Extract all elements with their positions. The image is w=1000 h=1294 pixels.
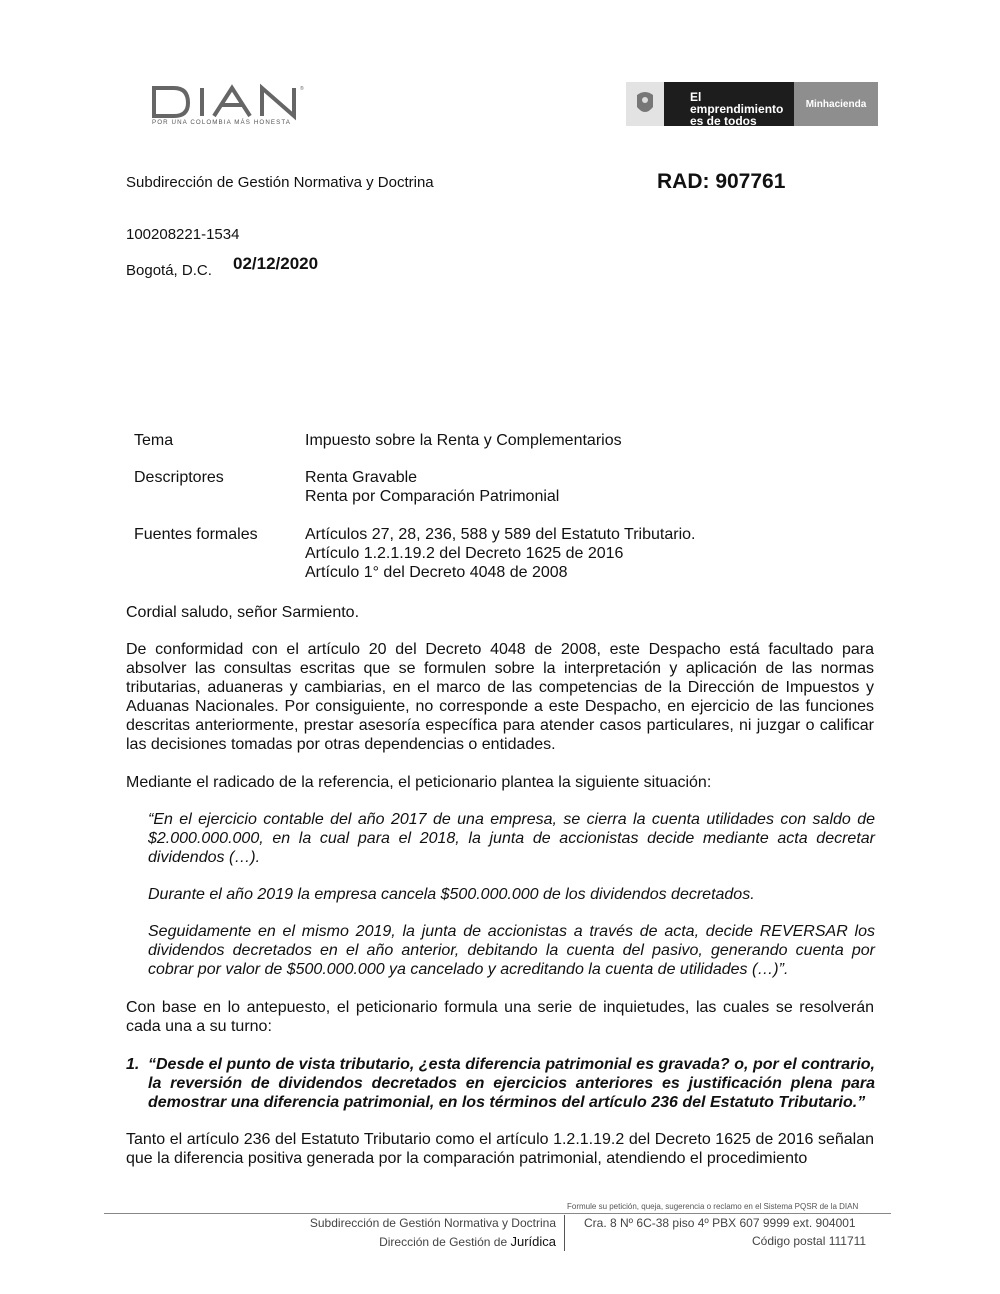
footer-divider [104,1213,891,1214]
subdirection-title: Subdirección de Gestión Normativa y Doctrina [126,174,434,191]
descriptores-values [305,468,559,506]
tema-label: Tema [134,432,174,449]
radicado-number: 100208221-1534 [126,226,240,243]
dian-tagline: POR UNA COLOMBIA MÁS HONESTA [152,119,291,126]
paragraph: Tanto el artículo 236 del Estatuto Tributario como el artículo 1.2.1.19.2 del Decreto 1625 de 2016 señalan que la diferencia positiva generada por la comparación patrimonial, atendiendo el procedimiento [126,1131,874,1167]
paragraph: Mediante el radicado de la referencia, el peticionario plantea la siguiente situación: [126,774,712,791]
descriptor-item: Renta Gravable [305,469,418,486]
ministry-logo [626,82,878,126]
fuentes-values [305,525,695,582]
fuentes-label: Fuentes formales [134,526,258,543]
city: Bogotá, D.C. [126,262,212,279]
footer-postal-code: Código postal 111711 [752,1234,867,1248]
ministry-slogan: El emprendimiento es de todos [664,82,794,126]
footer-address: Cra. 8 Nº 6C-38 piso 4º PBX 607 9999 ext. 904001 [584,1216,856,1230]
coat-of-arms-icon [626,82,664,126]
paragraph: De conformidad con el artículo 20 del Decreto 4048 de 2008, este Despacho está facultado para absolver las consultas escritas que se formulen sobre la interpretación y aplicación de las normas tributarias, aduaneras y cambiarias, en el marco de las competencias de la Dirección de Impuestos y Aduanas Nacionales. Por consiguiente, no corresponde a este Despacho, en ejercicio de las funciones descritas anteriormente, prestar asesoría específica para atender casos particulares, ni juzgar o calificar las decisiones tomadas por otras dependencias o entidades. [126,641,874,753]
ministry-name: Minhacienda [794,82,878,126]
letter-date: 02/12/2020 [233,254,319,273]
quote-paragraph: “En el ejercicio contable del año 2017 de una empresa, se cierra la cuenta utilidades con saldo de $2.000.000.000, en la cual para el 2018, la junta de accionistas decide mediante acta decretar dividendos (…). [148,811,875,866]
svg-text:®: ® [300,86,304,92]
paragraph: Con base en lo antepuesto, el peticionario formula una serie de inquietudes, las cuales se resolverán cada una a su turno: [126,999,874,1035]
fuente-item: Artículo 1° del Decreto 4048 de 2008 [305,564,568,581]
footer-subdirection: Subdirección de Gestión Normativa y Doctrina [309,1216,556,1230]
footer-direction: Dirección de Gestión de Jurídica [379,1234,556,1249]
rad-number: RAD: 907761 [657,170,786,193]
descriptor-item: Renta por Comparación Patrimonial [305,488,560,505]
footer-note: Formule su petición, queja, sugerencia o reclamo en el Sistema PQSR de la DIAN [567,1202,859,1211]
question-text: “Desde el punto de vista tributario, ¿esta diferencia patrimonial es gravada? o, por el contrario, la reversión de dividendos decretados en ejercicios anteriores es justificación plena para demostrar una diferencia patrimonial, en los términos del artículo 236 del Estatuto Tributario.” [148,1056,875,1111]
fuente-item: Artículos 27, 28, 236, 588 y 589 del Estatuto Tributario. [305,526,696,543]
fuente-item: Artículo 1.2.1.19.2 del Decreto 1625 de 2016 [305,545,624,562]
question-number: 1. [126,1056,140,1073]
greeting: Cordial saludo, señor Sarmiento. [126,604,360,621]
quote-paragraph: Seguidamente en el mismo 2019, la junta de accionistas a través de acta, decide REVERSAR los dividendos decretados en el año anterior, debitando la cuenta del pasivo, generando cuenta por cobrar por valor de $500.000.000 ya cancelado y acreditando la cuenta de utilidades (…)”. [148,923,875,978]
tema-value: Impuesto sobre la Renta y Complementarios [305,432,622,449]
quote-paragraph: Durante el año 2019 la empresa cancela $500.000.000 de los dividendos decretados. [148,886,755,903]
descriptores-label: Descriptores [134,469,224,486]
footer-vertical-divider [564,1215,565,1251]
